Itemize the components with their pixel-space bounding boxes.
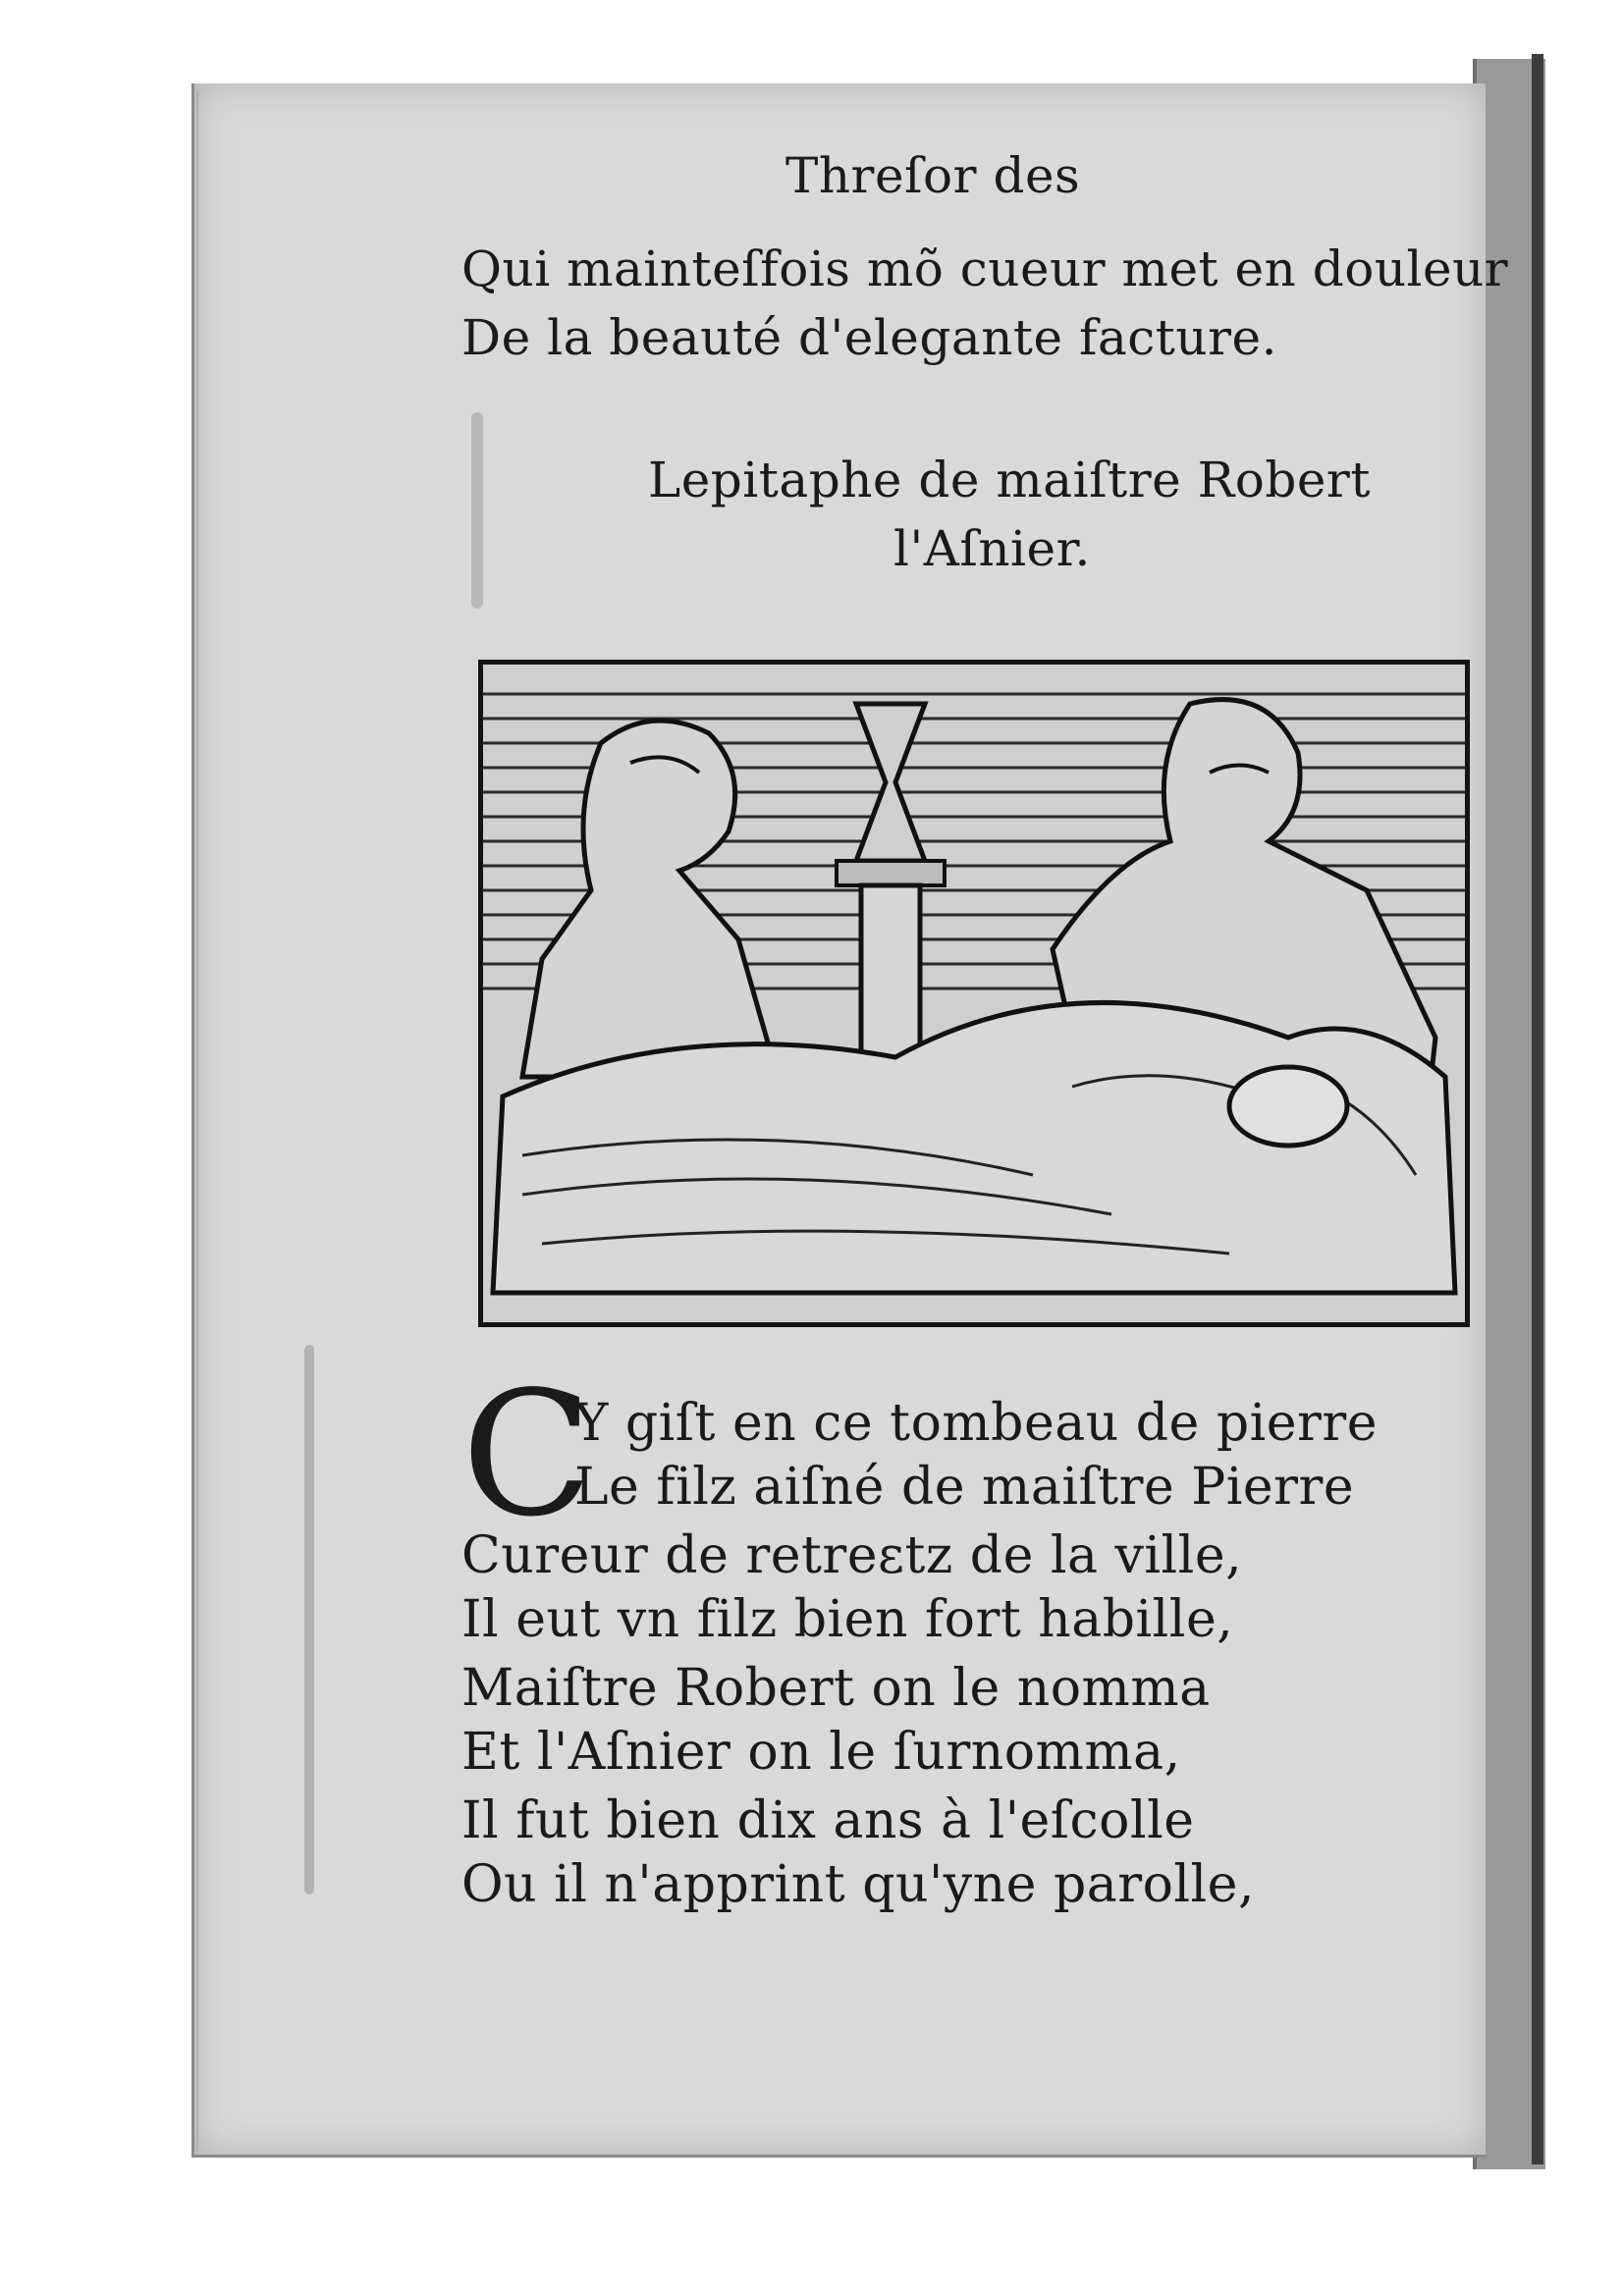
drop-cap: C <box>461 1356 593 1555</box>
poem-line: Qui mainteſfois mõ cueur met en douleur <box>461 240 1509 297</box>
verse-line: Le filz aiſné de maiſtre Pierre <box>574 1458 1355 1517</box>
woodcut-illustration <box>478 660 1470 1327</box>
epitaph-title-line2: l'Aſnier. <box>893 520 1091 577</box>
page-edge <box>196 90 208 2152</box>
poem-line: De la beauté d'elegante facture. <box>461 309 1277 366</box>
verse-line: Il fut bien dix ans à l'eſcolle <box>461 1791 1195 1850</box>
verse-line: Maiſtre Robert on le nomma <box>461 1659 1211 1718</box>
woodcut-illustration-icon <box>483 665 1465 1322</box>
verse-line: Il eut vn filz bien fort habille, <box>461 1590 1234 1649</box>
ink-smudge <box>304 1345 314 1895</box>
running-head: Threſor des <box>785 147 1081 204</box>
book-cover-edge <box>1532 54 1543 2164</box>
ink-smudge <box>471 412 483 609</box>
verse-line: Ou il n'apprint qu'yne parolle, <box>461 1855 1255 1914</box>
verse-line: Y giſt en ce tombeau de pierre <box>574 1394 1379 1453</box>
epitaph-title: Lepitaphe de maiſtre Robert <box>648 452 1371 508</box>
verse-line: Et l'Aſnier on le ſurnomma, <box>461 1723 1181 1782</box>
verse-line: Cureur de retreɛtz de la ville, <box>461 1526 1243 1585</box>
